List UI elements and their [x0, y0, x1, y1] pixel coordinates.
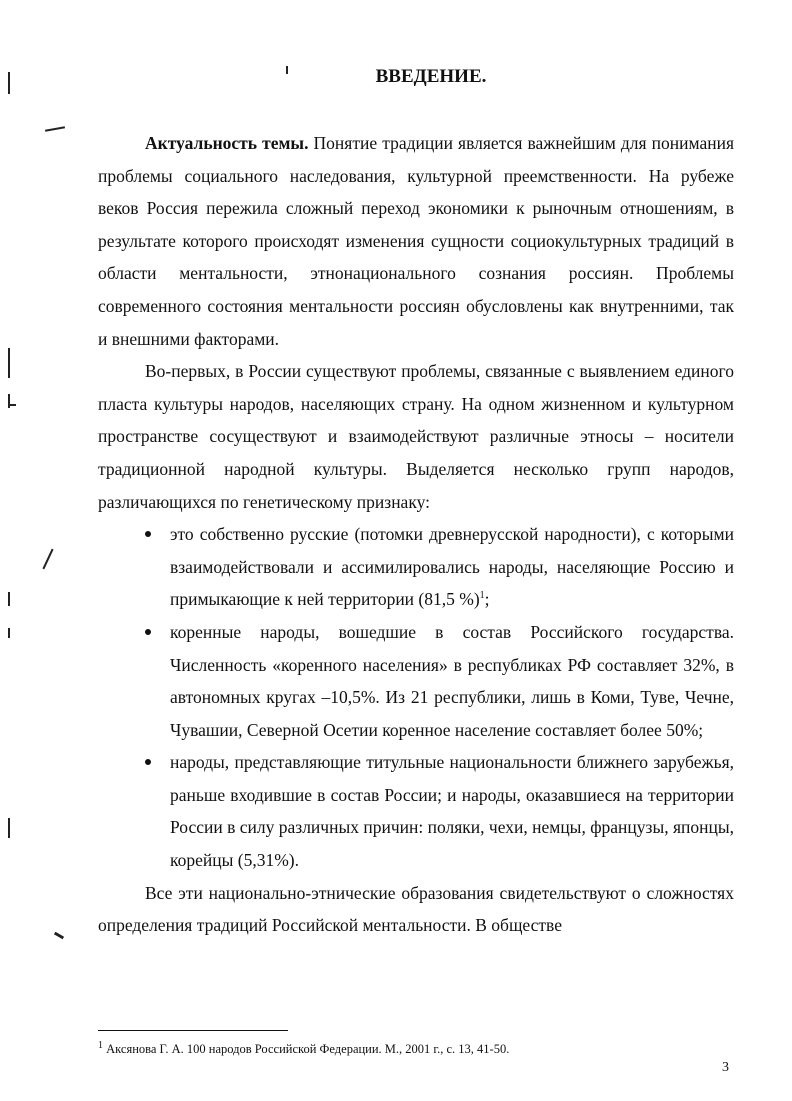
paragraph-text: Понятие традиции является важнейшим для понимания проблемы социального наследования, культурной преемственности. На рубеже веков Россия пережила сложный переход экономики к рыночным отношениям, в результате которого происходят изменения сущности социокультурных традиций в области ментальности, этнонационального сознания россиян. Проблемы современного состояния ментальности россиян обусловлены как внутренними, так и внешними факторами.	[98, 133, 734, 349]
scan-mark	[54, 932, 64, 940]
scan-mark	[8, 592, 10, 606]
footnote-number: 1	[98, 1039, 103, 1051]
paragraph-conclusion: Все эти национально-этнические образования свидетельствуют о сложностях определения традиций Российской ментальности. В обществе	[98, 882, 734, 936]
scan-mark	[8, 348, 10, 378]
paragraph-lead: Актуальность темы.	[145, 133, 309, 153]
page-number: 3	[722, 1060, 729, 1075]
paragraph-relevance	[98, 127, 734, 355]
footnote-divider	[98, 1030, 288, 1031]
list-item-text: коренные народы, вошедшие в состав Российского государства. Численность «коренного населения» в республиках РФ составляет 32%, в автономных кругах –10,5%. Из 21 республики, лишь в Коми, Туве, Чечне, Чувашии, Северной Осетии коренное население составляет более 50%;	[170, 621, 734, 740]
page-title: ВВЕДЕНИЕ.	[375, 66, 487, 87]
scan-mark	[42, 549, 53, 570]
scan-mark	[8, 628, 10, 638]
list-item	[98, 518, 734, 616]
list-item	[98, 616, 734, 746]
footnote	[98, 1039, 510, 1057]
list-item-end: ;	[484, 589, 490, 610]
scan-mark	[8, 818, 10, 838]
scan-mark	[10, 404, 16, 406]
bullet-list	[98, 518, 734, 877]
list-item-text: народы, представляющие титульные национальности ближнего зарубежья, раньше входившие в состав России; и народы, оказавшиеся на территории России в силу различных причин: поляки, чехи, немцы, французы, японцы, корейцы (5,31%).	[170, 752, 734, 871]
footnote-ref: 1	[479, 590, 485, 602]
main-text	[98, 127, 734, 942]
list-item-text: это собственно русские (потомки древнерусской народности), с которыми взаимодействовали и ассимилировались народы, населяющие Россию и примыкающие к ней территории (81,5 %)	[170, 524, 734, 610]
paragraph-firstly: Во-первых, в России существуют проблемы, связанные с выявлением единого пласта культуры народов, населяющих страну. На одном жизненном и культурном пространстве сосуществуют и взаимодействуют различные этносы – носители традиционной народной культуры. Выделяется несколько групп народов, различающихся по генетическому признаку:	[98, 361, 734, 512]
bullet-icon	[145, 531, 151, 537]
bullet-icon	[145, 759, 151, 765]
footnote-text: Аксянова Г. А. 100 народов Российской Федерации. М., 2001 г., с. 13, 41-50.	[103, 1042, 510, 1056]
bullet-icon	[145, 629, 151, 635]
scan-mark	[45, 126, 65, 131]
list-item	[98, 746, 734, 876]
